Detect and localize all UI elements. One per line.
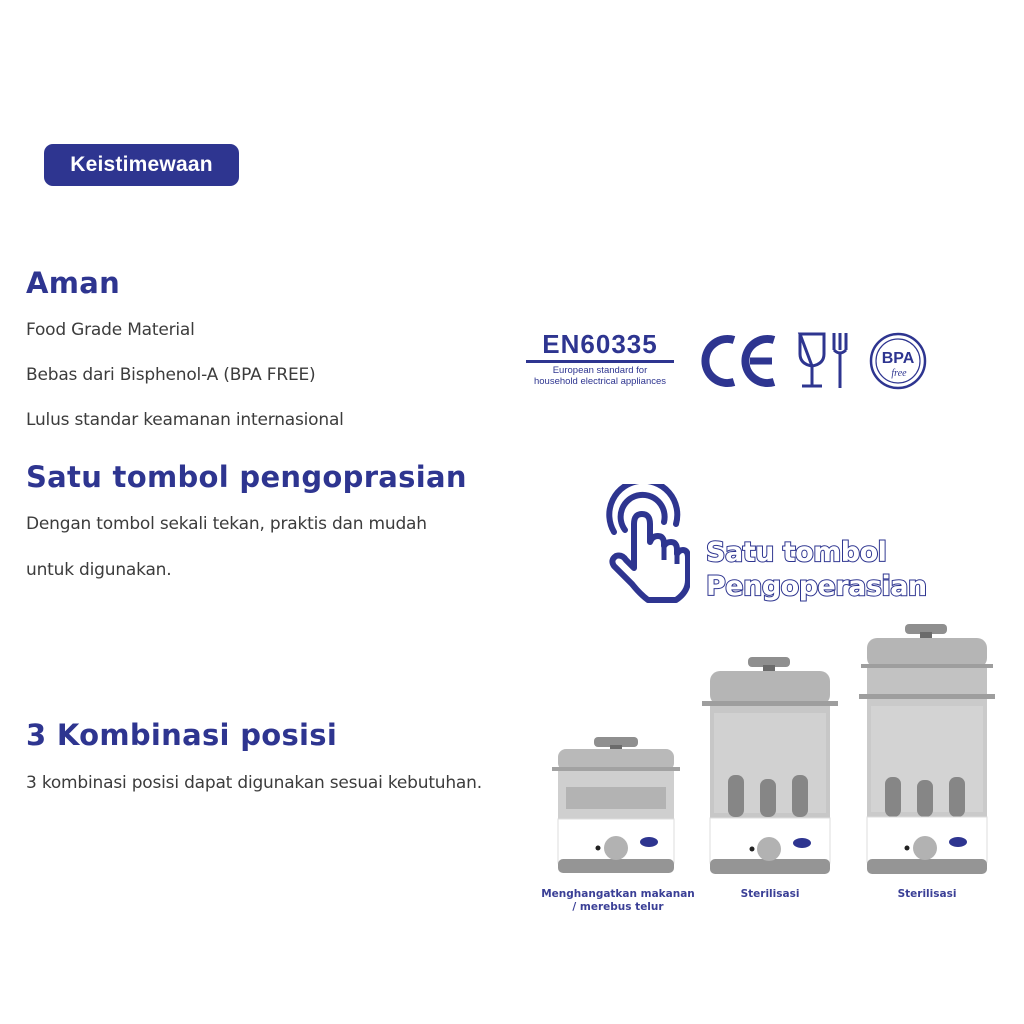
keistimewaan-badge	[44, 144, 239, 186]
touch-hand-icon	[604, 484, 690, 606]
satu-tombol-line-1: Dengan tombol sekali tekan, praktis dan mudah	[26, 514, 427, 534]
svg-text:BPA: BPA	[881, 350, 915, 367]
section-title-aman: Aman	[26, 266, 121, 300]
sterilizer-small-image	[550, 735, 682, 880]
caption-line-2: / merebus telur	[572, 901, 664, 913]
badge-label: Keistimewaan	[70, 153, 213, 176]
one-button-graphic-line-2: Pengoperasian	[706, 571, 927, 602]
sterilizer-medium-image	[700, 655, 840, 880]
product-caption-sterilize-medium	[710, 888, 830, 901]
en-divider	[526, 360, 674, 363]
kombinasi-line-1: 3 kombinasi posisi dapat digunakan sesuai kebutuhan.	[26, 773, 482, 793]
product-caption-warm	[538, 888, 698, 914]
caption-line-1: Menghangatkan makanan	[541, 888, 695, 900]
section-title-kombinasi: 3 Kombinasi posisi	[26, 718, 338, 752]
bpa-free-icon	[868, 331, 928, 391]
product-caption-sterilize-tall	[867, 888, 987, 901]
svg-text:free: free	[891, 368, 907, 379]
one-button-graphic-line-1: Satu tombol	[706, 537, 887, 568]
en-sub-line-2: household electrical appliances	[533, 376, 667, 387]
aman-line-3: Lulus standar keamanan internasional	[26, 410, 344, 430]
caption-line-1: Sterilisasi	[740, 888, 800, 900]
aman-line-1: Food Grade Material	[26, 320, 195, 340]
ce-mark-icon	[700, 334, 780, 388]
satu-tombol-line-2: untuk digunakan.	[26, 560, 172, 580]
glass-fork-icon	[796, 330, 852, 390]
sterilizer-tall-image	[857, 622, 997, 880]
aman-line-2: Bebas dari Bisphenol-A (BPA FREE)	[26, 365, 316, 385]
en-code: EN60335	[542, 329, 658, 359]
section-title-satu-tombol: Satu tombol pengoprasian	[26, 460, 467, 494]
caption-line-1: Sterilisasi	[897, 888, 957, 900]
en60335-logo	[522, 330, 678, 392]
en-sub-line-1: European standard for	[552, 365, 648, 376]
